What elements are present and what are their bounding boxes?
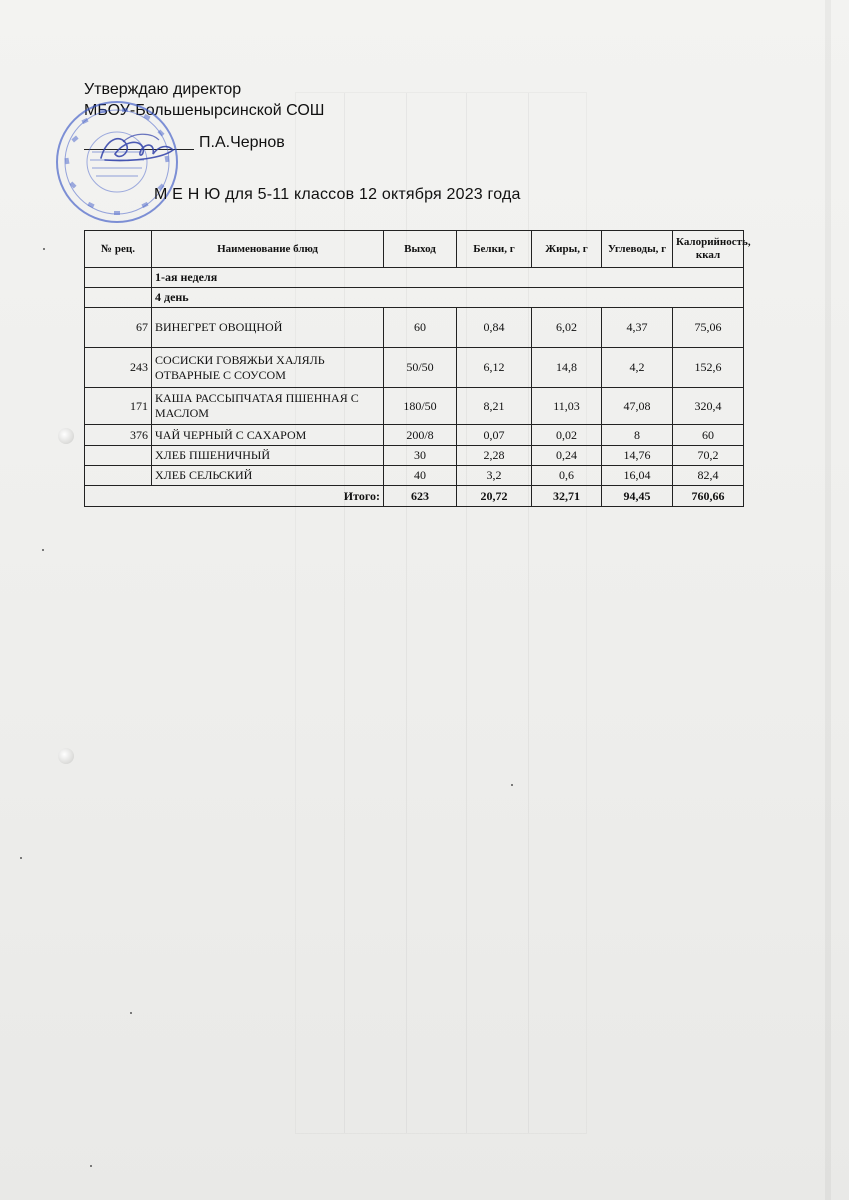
dish-name: ХЛЕБ СЕЛЬСКИЙ [152,466,384,486]
day-row [85,288,744,308]
table-row [85,466,744,486]
table-header-row [85,231,744,268]
signer-name: П.А.Чернов [199,134,285,151]
table-row [85,388,744,425]
table-row [85,446,744,466]
table-row [85,308,744,348]
scan-speck [43,248,45,250]
binder-hole-icon [58,748,74,764]
scan-speck [90,1165,92,1167]
header-protein: Белки, г [457,231,532,268]
week-label: 1-ая неделя [152,268,744,288]
yield-cell: 200/8 [384,425,457,446]
total-protein: 20,72 [457,486,532,507]
dish-name: ХЛЕБ ПШЕНИЧНЫЙ [152,446,384,466]
approval-line-2: МБОУ-Большенырсинской СОШ [84,102,325,119]
calories-cell: 75,06 [673,308,744,348]
binder-hole-icon [58,428,74,444]
yield-cell: 30 [384,446,457,466]
table-row [85,348,744,388]
calories-cell: 320,4 [673,388,744,425]
total-label: Итого: [85,486,384,507]
protein-cell: 3,2 [457,466,532,486]
total-fat: 32,71 [532,486,602,507]
fat-cell: 0,6 [532,466,602,486]
calories-cell: 60 [673,425,744,446]
protein-cell: 0,84 [457,308,532,348]
carbs-cell: 16,04 [602,466,673,486]
yield-cell: 40 [384,466,457,486]
recipe-no: 376 [85,425,152,446]
protein-cell: 0,07 [457,425,532,446]
scan-speck [511,784,513,786]
header-calories: Калорийность, ккал [673,231,744,268]
total-carbs: 94,45 [602,486,673,507]
recipe-no [85,466,152,486]
menu-table [84,230,751,507]
calories-cell: 152,6 [673,348,744,388]
recipe-no: 243 [85,348,152,388]
dish-name: ВИНЕГРЕТ ОВОЩНОЙ [152,308,384,348]
yield-cell: 60 [384,308,457,348]
carbs-cell: 14,76 [602,446,673,466]
dish-name: ЧАЙ ЧЕРНЫЙ С САХАРОМ [152,425,384,446]
carbs-cell: 47,08 [602,388,673,425]
fat-cell: 14,8 [532,348,602,388]
dish-name: КАША РАССЫПЧАТАЯ ПШЕННАЯ С МАСЛОМ [152,388,384,425]
carbs-cell: 8 [602,425,673,446]
recipe-no [85,446,152,466]
fat-cell: 0,24 [532,446,602,466]
menu-title: М Е Н Ю для 5-11 классов 12 октября 2023 года [154,186,521,203]
total-yield: 623 [384,486,457,507]
protein-cell: 6,12 [457,348,532,388]
page-edge-shadow [825,0,831,1200]
scan-speck [130,1012,132,1014]
protein-cell: 8,21 [457,388,532,425]
total-row [85,486,744,507]
yield-cell: 50/50 [384,348,457,388]
fat-cell: 11,03 [532,388,602,425]
fat-cell: 0,02 [532,425,602,446]
yield-cell: 180/50 [384,388,457,425]
header-fat: Жиры, г [532,231,602,268]
scan-speck [20,857,22,859]
fat-cell: 6,02 [532,308,602,348]
approval-line-1: Утверждаю директор [84,81,242,98]
table-row [85,425,744,446]
header-carbs: Углеводы, г [602,231,673,268]
header-dish-name: Наименование блюд [152,231,384,268]
recipe-no: 67 [85,308,152,348]
header-yield: Выход [384,231,457,268]
scan-speck [42,549,44,551]
handwritten-signature-icon [93,128,183,170]
header-recipe-no: № рец. [85,231,152,268]
week-row [85,268,744,288]
recipe-no: 171 [85,388,152,425]
calories-cell: 82,4 [673,466,744,486]
carbs-cell: 4,2 [602,348,673,388]
carbs-cell: 4,37 [602,308,673,348]
calories-cell: 70,2 [673,446,744,466]
dish-name: СОСИСКИ ГОВЯЖЬИ ХАЛЯЛЬ ОТВАРНЫЕ С СОУСОМ [152,348,384,388]
protein-cell: 2,28 [457,446,532,466]
day-label: 4 день [152,288,744,308]
total-calories: 760,66 [673,486,744,507]
